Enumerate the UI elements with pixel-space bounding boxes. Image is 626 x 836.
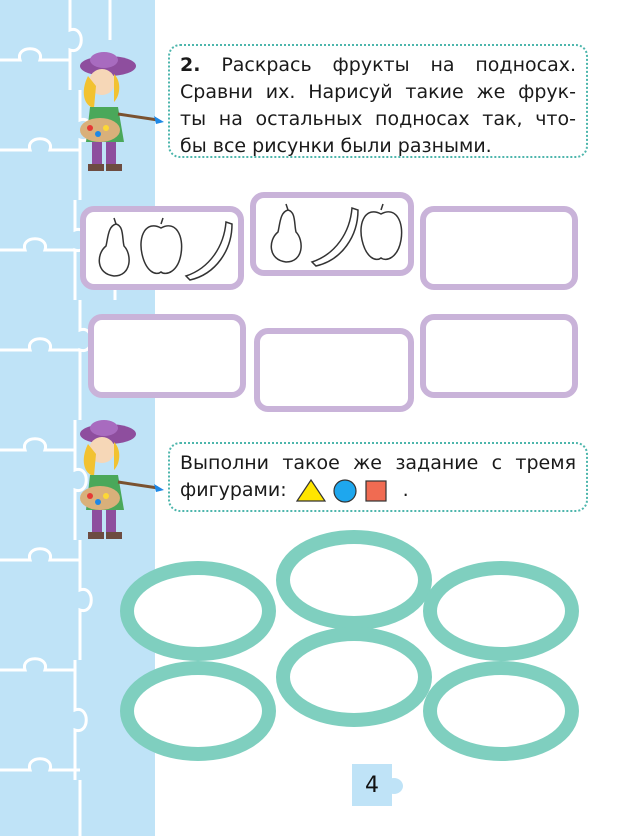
task-2-line-1: Выполни такое же задание с тремя xyxy=(180,452,576,474)
ellipse-tray-3[interactable] xyxy=(430,568,572,654)
task-1-line-4: бы все рисунки были разными. xyxy=(180,135,492,157)
task-1-line-3: ты на остальных подносах так, что- xyxy=(180,108,576,130)
task-1-line-1: 2. Раскрась фрукты на подносах. xyxy=(180,54,576,76)
page-number-puzzle-knob xyxy=(390,776,404,796)
ellipse-tray-5[interactable] xyxy=(127,668,269,754)
task-1-line-2: Сравни их. Нарисуй такие же фрук- xyxy=(180,81,576,103)
ellipse-tray-4[interactable] xyxy=(283,634,425,720)
task-number: 2. xyxy=(180,54,201,76)
ellipse-tray-6[interactable] xyxy=(430,668,572,754)
ellipse-tray-2[interactable] xyxy=(127,568,269,654)
task-2-line-2: фигурами: . xyxy=(180,477,576,504)
ellipse-tray-1[interactable] xyxy=(283,537,425,623)
page-number: 4 xyxy=(352,764,392,806)
